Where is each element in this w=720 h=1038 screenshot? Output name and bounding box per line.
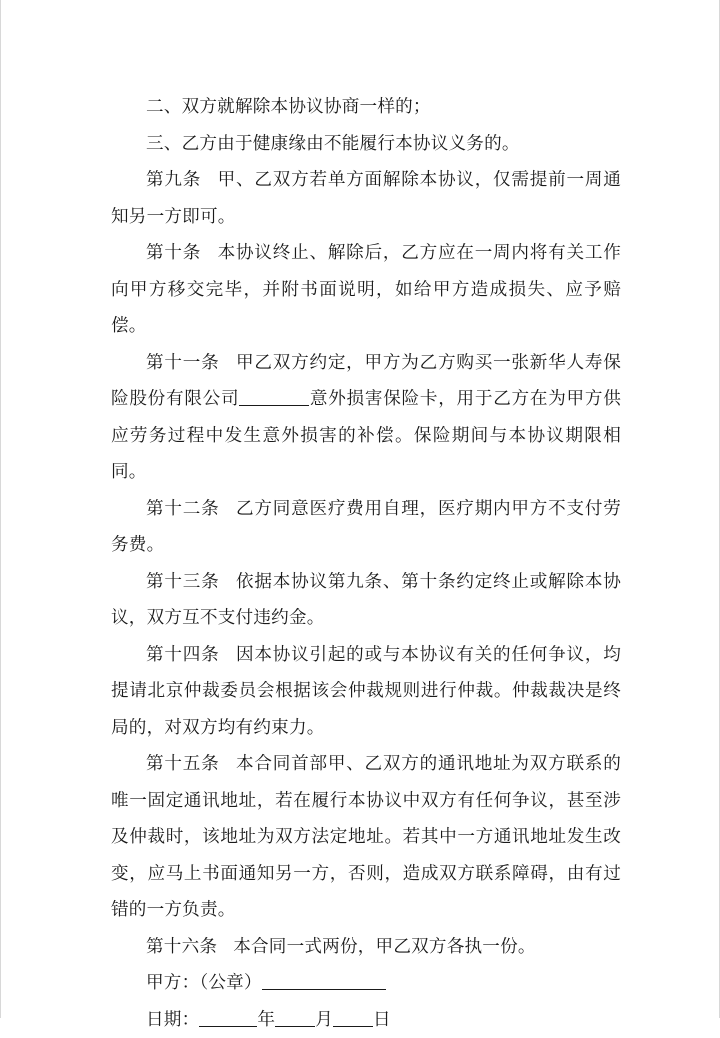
clause-text: 二、双方就解除本协议协商一样的； [146, 97, 431, 117]
article-number: 第十三条 [146, 572, 219, 592]
article-text: 本合同首部甲、乙双方的通讯地址为双方联系的唯一固定通讯地址，若在履行本协议中双方有任何争议，甚至涉及仲裁时，该地址为双方法定地址。若其中一方通讯地址发生改变，应马上书面通知另一方，否则，造成双方联系障碍，由有过错的一方负责。 [111, 754, 621, 920]
clause-three [111, 126, 621, 163]
year-label: 年 [257, 1010, 275, 1030]
article-15 [111, 746, 621, 929]
article-text: 乙方同意医疗费用自理，医疗期内甲方不支付劳务费。 [111, 499, 621, 556]
article-14 [111, 637, 621, 747]
article-9 [111, 162, 621, 235]
signature-line [111, 965, 621, 1002]
article-number: 第十五条 [146, 754, 219, 774]
article-text: 依据本协议第九条、第十条约定终止或解除本协议，双方互不支付违约金。 [111, 572, 621, 629]
day-label: 日 [373, 1010, 391, 1030]
date-label: 日期： [146, 1010, 199, 1030]
article-11 [111, 345, 621, 491]
article-text: 意外损害保险卡，用于乙方在为甲方供应劳务过程中发生意外损害的补偿。保险期间与本协议期限相同。 [111, 389, 621, 482]
clause-two [111, 89, 621, 126]
article-16 [111, 929, 621, 966]
article-number: 第十条 [146, 243, 201, 263]
seal-blank-field [262, 971, 386, 990]
month-label: 月 [315, 1010, 333, 1030]
article-text: 甲、乙双方若单方面解除本协议，仅需提前一周通知另一方即可。 [111, 170, 621, 227]
document-body [111, 89, 621, 1038]
article-12 [111, 491, 621, 564]
article-text: 本合同一式两份，甲乙双方各执一份。 [233, 937, 536, 957]
month-blank-field [275, 1008, 315, 1027]
clause-text: 三、乙方由于健康缘由不能履行本协议义务的。 [146, 134, 520, 154]
year-blank-field [199, 1008, 257, 1027]
date-line [111, 1002, 621, 1038]
article-text: 本协议终止、解除后，乙方应在一周内将有关工作向甲方移交完毕，并附书面说明，如给甲方造成损失、应予赔偿。 [111, 243, 621, 336]
article-10 [111, 235, 621, 345]
insurance-blank-field [239, 387, 309, 406]
day-blank-field [333, 1008, 373, 1027]
article-number: 第十四条 [146, 645, 219, 665]
article-13 [111, 564, 621, 637]
party-a-seal-label: 甲方：（公章） [146, 973, 262, 993]
article-number: 第十二条 [146, 499, 219, 519]
article-number: 第十一条 [146, 353, 219, 373]
article-text: 因本协议引起的或与本协议有关的任何争议，均提请北京仲裁委员会根据该会仲裁规则进行仲裁。仲裁裁决是终局的，对双方均有约束力。 [111, 645, 621, 738]
article-number: 第九条 [146, 170, 201, 190]
article-text: 甲乙双方约定，甲方为乙方购买一张新华人寿保险股份有限公司 [111, 353, 621, 410]
article-number: 第十六条 [146, 937, 217, 957]
